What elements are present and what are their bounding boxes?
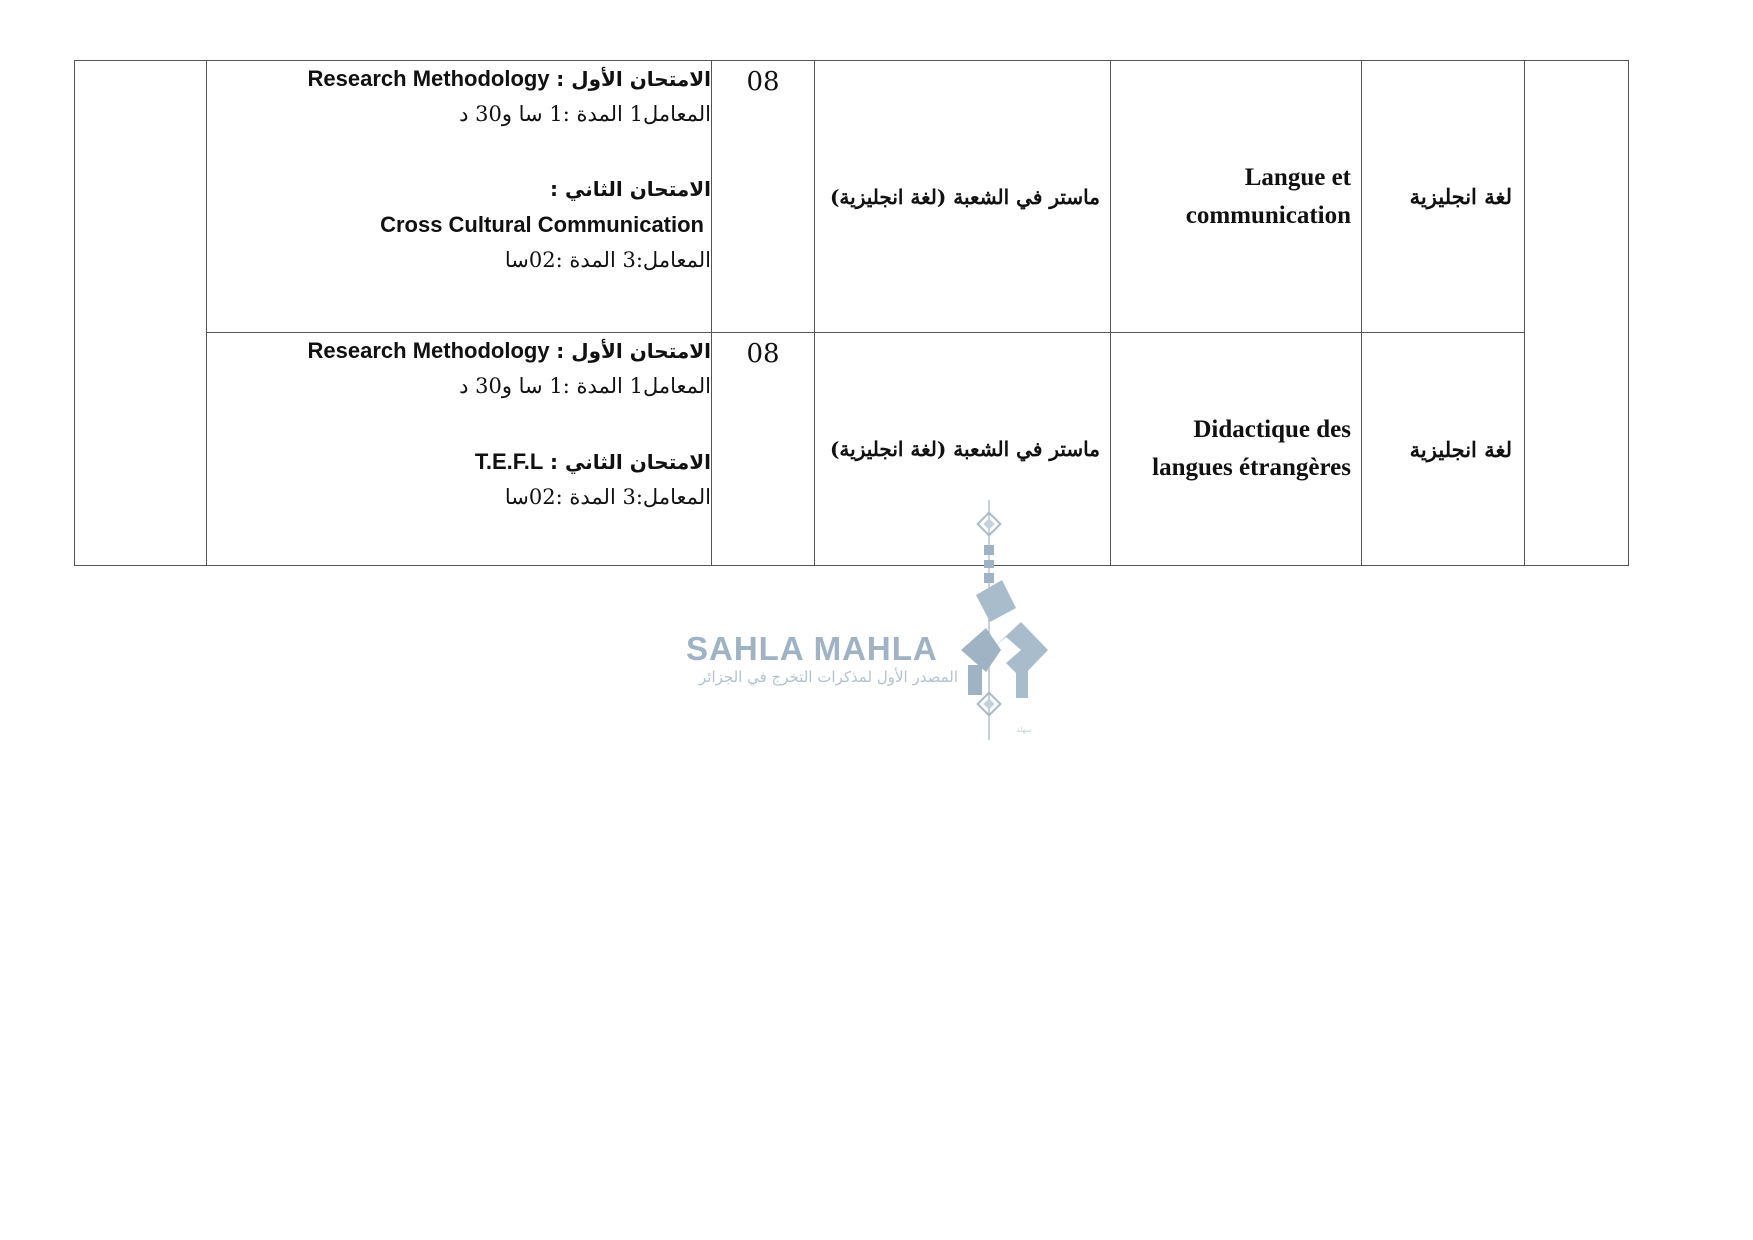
specialty-name: Didactique des langues étrangères	[1111, 333, 1362, 566]
seats-count: 08	[712, 333, 815, 566]
seats-count: 08	[712, 61, 815, 333]
exam2-coefficient: المعامل:3	[622, 485, 711, 509]
admission-table	[74, 60, 1629, 566]
exam2-coefficient: المعامل:3	[622, 248, 711, 272]
exam2-duration: المدة :02سا	[504, 248, 616, 272]
watermark-logo-text: سهلة	[1016, 726, 1032, 734]
language-name: لغة انجليزية	[1362, 61, 1525, 333]
exam1-coefficient: المعامل1	[629, 374, 711, 398]
watermark-title: SAHLA MAHLA	[686, 630, 938, 667]
exam1-subject: Research Methodology	[307, 338, 550, 363]
language-name: لغة انجليزية	[1362, 333, 1525, 566]
exam2-label: الامتحان الثاني :	[550, 450, 711, 474]
exams-cell	[207, 333, 712, 566]
table-row	[75, 61, 1629, 333]
exam2-subject: Cross Cultural Communication	[380, 212, 704, 237]
exam2-subject: T.E.F.L	[474, 449, 544, 474]
exam1-subject: Research Methodology	[307, 66, 550, 91]
exam2-duration: المدة :02سا	[504, 485, 616, 509]
exam1-coefficient: المعامل1	[629, 102, 711, 126]
exam1-duration: المدة :1 سا و30 د	[459, 374, 623, 398]
degree-name: ماستر في الشعبة (لغة انجليزية)	[815, 61, 1111, 333]
exams-cell	[207, 61, 712, 333]
degree-name: ماستر في الشعبة (لغة انجليزية)	[815, 333, 1111, 566]
watermark-subtitle: المصدر الأول لمذكرات التخرج في الجزائر	[699, 668, 958, 686]
exam1-label: الامتحان الأول :	[556, 339, 711, 363]
specialty-name: Langue et communication	[1111, 61, 1362, 333]
exam1-label: الامتحان الأول :	[556, 67, 711, 91]
sahla-mahla-watermark	[686, 500, 1086, 740]
exam1-duration: المدة :1 سا و30 د	[459, 102, 623, 126]
sahla-mahla-logo-icon	[956, 500, 1066, 740]
exam2-label: الامتحان الثاني :	[550, 177, 711, 201]
empty-right-cell	[1525, 61, 1629, 566]
empty-left-cell	[75, 61, 207, 566]
